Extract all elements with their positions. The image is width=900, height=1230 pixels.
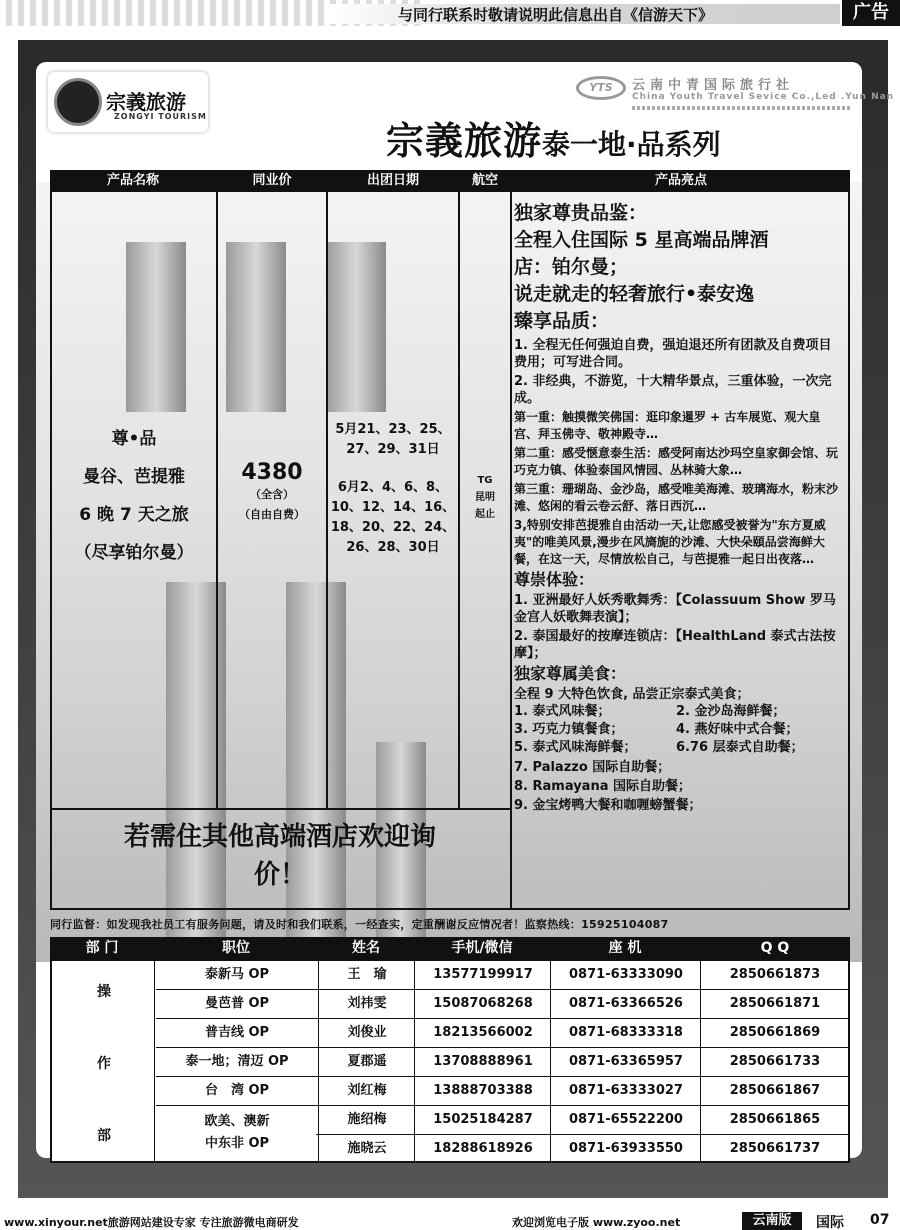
quality-item: 3,特别安排芭提雅自由活动一天,让您感受被誉为"东方夏威夷"的唯美风景,漫步在风旖旎的沙滩、大快朵頤品尝海鲜大餐，在这一天，尽情放松自己，与芭提雅一起日出夜落… (514, 518, 826, 566)
experience-layer: 第三重：珊瑚岛、金沙岛，感受唯美海滩、玻璃海水，粉末沙滩、悠闲的看云卷云舒、落日西沉… (514, 482, 839, 513)
contact-table-header (50, 937, 850, 959)
contact-name: 王 瑜 (347, 967, 387, 982)
contact-mobile: 18213566002 (433, 1025, 533, 1040)
footprint-globe-icon (54, 78, 102, 126)
airline-city: 昆明 (475, 492, 495, 503)
contact-qq: 2850661867 (729, 1083, 821, 1098)
contact-qq: 2850661871 (729, 996, 821, 1011)
contact-landline: 0871-63333027 (569, 1083, 683, 1098)
contact-row (156, 1048, 848, 1077)
ad-label: 广告 (842, 0, 900, 26)
cyts-name-en: China Youth Travel Sevice Co.,Led .Yun Nan (632, 92, 895, 102)
col-divider (848, 192, 850, 910)
highlight-heading: 尊崇体验： (514, 570, 595, 589)
price-note-optional: （自由自费） (239, 508, 305, 521)
contact-landline: 0871-63365957 (569, 1054, 683, 1069)
date-line: 18、20、22、24、 (330, 520, 456, 535)
footer-right-text: 欢迎浏览电子版 www.zyoo.net (512, 1216, 681, 1229)
header-price: 同业价 (252, 173, 292, 188)
highlight-heading: 独家尊贵品鉴： (514, 202, 648, 224)
header-qq: Q Q (760, 940, 790, 956)
date-line: 27、29、31日 (346, 442, 440, 457)
contact-name: 刘俊业 (347, 1025, 387, 1040)
price-cell (218, 460, 326, 525)
meal-item: 4. 燕好味中式合餐； (676, 722, 799, 737)
contact-row (156, 961, 848, 990)
contact-position: 台 湾 OP (204, 1083, 270, 1098)
airline-cell (460, 472, 510, 523)
quality-item: 1. 全程无任何强迫自费，强迫退还所有团款及自费项目费用；可写进合同。 (514, 338, 832, 370)
contact-landline: 0871-63366526 (569, 996, 683, 1011)
date-line: 5月21、23、25、 (335, 422, 451, 437)
header-highlights: 产品亮点 (654, 173, 707, 188)
contact-row (156, 990, 848, 1019)
product-name-cell (52, 420, 216, 572)
contact-qq: 2850661869 (729, 1025, 821, 1040)
supervision-hotline: 同行监督：如发现我社员工有服务问题，请及时和我们联系，一经查实，定重酬谢反应情况者！监察热线：15925104087 (50, 918, 669, 931)
header-dates: 出团日期 (366, 173, 419, 188)
meal-item: 2. 金沙岛海鲜餐； (676, 704, 786, 719)
date-line: 10、12、14、16、 (330, 500, 456, 515)
contact-name: 施晓云 (347, 1141, 387, 1156)
header-dept: 部 门 (85, 940, 119, 956)
dept-char: 部 (97, 1128, 111, 1144)
product-tier: 尊•品 (111, 429, 157, 449)
quality-item: 2. 非经典，不游览，十大精华景点，三重体验，一次完成。 (514, 374, 832, 406)
contact-name: 夏郡遥 (347, 1054, 387, 1069)
footer-left-text: www.xinyour.net旅游网站建设专家 专注旅游微电商研发 (4, 1216, 299, 1229)
contact-name: 施绍梅 (347, 1112, 387, 1127)
contact-mobile: 15087068268 (433, 996, 533, 1011)
contact-landline: 0871-63333090 (569, 967, 683, 982)
meal-item: 7. Palazzo 国际自助餐； (514, 760, 671, 775)
highlight-heading: 臻享品质： (514, 310, 610, 332)
merged-position-line: 欧美、澳新 (204, 1114, 270, 1129)
zongyi-logo (48, 72, 208, 132)
date-spacer (328, 460, 458, 478)
contact-landline: 0871-68333318 (569, 1025, 683, 1040)
section-label: 国际 (816, 1215, 844, 1230)
experience-item: 2. 泰国最好的按摩连锁店：【HealthLand 泰式古法按摩】； (514, 629, 836, 661)
meal-list (514, 703, 840, 757)
header-product-name: 产品名称 (106, 173, 159, 188)
date-line: 6月2、4、6、8、 (337, 480, 449, 495)
page-number: 07 (870, 1212, 890, 1228)
highlight-travel: 说走就走的轻奢旅行•泰安逸 (514, 283, 755, 305)
contact-landline: 0871-63933550 (569, 1141, 683, 1156)
contact-name: 刘祎雯 (347, 996, 387, 1011)
meal-item: 6.76 层泰式自助餐； (676, 740, 804, 755)
contact-table-body (50, 959, 850, 1163)
food-intro: 全程 9 大特色饮食, 品尝正宗泰式美食； (514, 687, 750, 702)
date-line: 26、28、30日 (346, 540, 440, 555)
product-route: 曼谷、芭提雅 (83, 467, 185, 487)
edition-badge: 云南版 (742, 1212, 802, 1230)
contact-position: 普吉线 OP (204, 1025, 270, 1040)
contact-name: 刘红梅 (347, 1083, 387, 1098)
cyts-mark-icon: YTS (576, 76, 626, 100)
product-duration: 6 晚 7 天之旅 (79, 505, 189, 525)
header-landline: 座 机 (608, 940, 642, 956)
product-highlights (514, 200, 840, 814)
contact-mobile: 18288618926 (433, 1141, 533, 1156)
airline-note: 起止 (475, 509, 495, 520)
meal-item: 3. 巧克力镇餐食； (514, 722, 624, 737)
enquiry-line: 若需住其他高端酒店欢迎询 (123, 822, 436, 852)
contact-mobile: 13708888961 (433, 1054, 533, 1069)
highlight-hotel: 全程入住国际 5 星高端品牌酒 (514, 229, 769, 251)
experience-layer: 第一重：触摸微笑佛国：逛印象暹罗 + 古车展览、观大皇宫、拜玉佛寺、敬神殿寺… (514, 410, 821, 441)
experience-item: 1. 亚洲最好人妖秀歌舞秀：【Colassuum Show 罗马金宫人妖歌舞表演】； (514, 593, 836, 625)
experience-layer: 第二重：感受惬意泰生活：感受阿南达沙玛空皇家御会馆、玩巧克力镇、体验泰国风情园、丛林骑大象… (514, 446, 839, 477)
cyts-name-cn: 云南中青国际旅行社 (632, 78, 795, 93)
highlight-hotel: 店：铂尔曼； (514, 256, 629, 278)
table-bottom-line (50, 908, 850, 910)
enquiry-note (60, 818, 500, 894)
logo-brand-sub: ZONGYI TOURISM (114, 112, 207, 121)
merged-position-cell (156, 1111, 318, 1155)
contact-mobile: 15025184287 (433, 1112, 533, 1127)
contact-position: 泰新马 OP (204, 967, 270, 982)
airline-code: TG (477, 475, 493, 486)
contact-qq: 2850661733 (729, 1054, 821, 1069)
price-note-inclusive: （全含） (250, 488, 294, 501)
logo-brand-name: 宗義旅游 (106, 90, 186, 114)
dates-cell (328, 420, 458, 558)
contact-mobile: 13888703388 (433, 1083, 533, 1098)
contact-row (156, 1077, 848, 1106)
top-banner (0, 0, 900, 26)
highlight-heading: 独家尊属美食： (514, 664, 627, 683)
contact-qq: 2850661737 (729, 1141, 821, 1156)
title-series: 泰一地·品系列 (542, 128, 721, 161)
header-name: 姓名 (352, 940, 380, 956)
product-table-header (50, 170, 850, 192)
contact-row (156, 1019, 848, 1048)
merged-position-line: 中东非 OP (204, 1136, 270, 1151)
dept-char: 操 (97, 984, 111, 1000)
header-airline: 航空 (471, 173, 498, 188)
contact-position: 曼芭普 OP (204, 996, 270, 1011)
meal-item: 5. 泰式风味海鲜餐； (514, 740, 637, 755)
contact-landline: 0871-65522200 (569, 1112, 683, 1127)
page-footer (0, 1210, 900, 1230)
product-hotel-note: （尽享铂尔曼） (74, 543, 194, 563)
col-divider (510, 192, 512, 910)
source-notice: 与同行联系时敬请说明此信息出自《信游天下》 (398, 6, 714, 24)
price-value: 4380 (241, 460, 303, 485)
page-title (386, 110, 721, 165)
meal-item: 1. 泰式风味餐； (514, 704, 611, 719)
contact-row (316, 1106, 848, 1135)
meal-item: 9. 金宝烤鸭大餐和咖喱螃蟹餐； (514, 798, 702, 813)
contact-position: 泰一地；清迈 OP (185, 1054, 289, 1069)
enquiry-line: 价！ (253, 860, 306, 890)
contact-mobile: 13577199917 (433, 967, 533, 982)
row-divider (50, 808, 510, 810)
contact-row (316, 1135, 848, 1164)
contact-qq: 2850661873 (729, 967, 821, 982)
title-brand: 宗義旅游 (386, 119, 543, 163)
dept-char: 作 (97, 1056, 111, 1072)
meal-item: 8. Ramayana 国际自助餐； (514, 779, 692, 794)
header-mobile: 手机/微信 (451, 940, 513, 956)
contact-qq: 2850661865 (729, 1112, 821, 1127)
header-position: 职位 (222, 940, 250, 956)
